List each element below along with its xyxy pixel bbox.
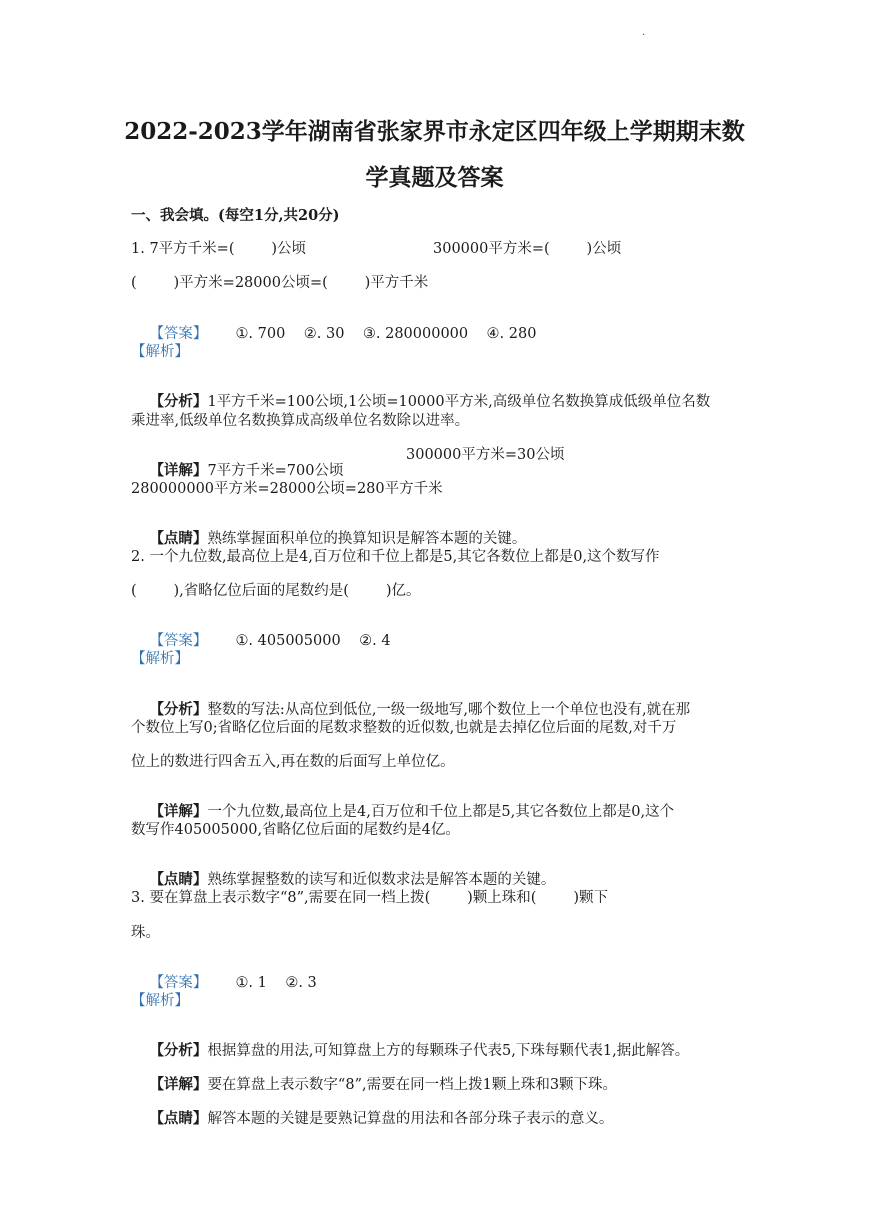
q2-fenxi-2: 个数位上写0;省略亿位后面的尾数求整数的近似数,也就是去掉亿位后面的尾数,对千万 — [131, 720, 677, 736]
q2-jiexi-tag: 【解析】 — [131, 651, 189, 667]
xiangjie-tag: 【详解】 — [149, 803, 208, 820]
q3-line-2: 珠。 — [131, 925, 160, 941]
q1-xiangjie-b: 300000平方米=30公顷 — [406, 447, 565, 463]
q2-line-1: 2. 一个九位数,最高位上是4,百万位和千位上都是5,其它各数位上都是0,这个数写作 — [131, 549, 660, 565]
q1-dianjing: 熟练掌握面积单位的换算知识是解答本题的关键。 — [207, 531, 527, 547]
dianjing-tag: 【点睛】 — [149, 530, 208, 547]
q2-xiangjie-2: 数写作405005000,省略亿位后面的尾数约是4亿。 — [131, 822, 460, 838]
q1-xiangjie-2: 280000000平方米=28000公顷=280平方千米 — [131, 481, 443, 497]
q3-xiangjie: 要在算盘上表示数字“8”,需要在同一档上拨1颗上珠和3颗下珠。 — [207, 1077, 618, 1093]
section-heading: 一、我会填。(每空1分,共20分) — [131, 207, 340, 224]
fenxi-tag: 【分析】 — [149, 701, 208, 718]
fenxi-tag: 【分析】 — [149, 1042, 208, 1059]
q2-answer: ①. 405005000 ②. 4 — [235, 633, 391, 649]
q1-line-1a: 1. 7平方千米=( )公顷 — [131, 241, 307, 257]
dianjing-tag: 【点睛】 — [149, 871, 208, 888]
q1-line-1b: 300000平方米=( )公顷 — [433, 241, 622, 257]
dianjing-tag: 【点睛】 — [149, 1110, 208, 1127]
q2-line-2: ( ),省略亿位后面的尾数约是( )亿。 — [131, 583, 421, 599]
q3-dianjing-row — [131, 1091, 613, 1144]
q2-xiangjie-1: 一个九位数,最高位上是4,百万位和千位上都是5,其它各数位上都是0,这个 — [207, 804, 675, 820]
q3-line-1: 3. 要在算盘上表示数字“8”,需要在同一档上拨( )颗上珠和( )颗下 — [131, 890, 608, 906]
q1-fenxi-2: 乘进率,低级单位名数换算成高级单位名数除以进率。 — [131, 413, 470, 429]
q1-jiexi-tag: 【解析】 — [131, 344, 189, 360]
q1-xiangjie-a: 7平方千米=700公顷 — [207, 463, 344, 479]
q1-fenxi-1: 1平方千米=100公顷,1公顷=10000平方米,高级单位名数换算成低级单位名数 — [207, 394, 711, 410]
q2-dianjing: 熟练掌握整数的读写和近似数求法是解答本题的关键。 — [207, 872, 556, 888]
title-line-1: 2022-2023学年湖南省张家界市永定区四年级上学期期末数 — [124, 118, 745, 145]
q3-dianjing: 解答本题的关键是要熟记算盘的用法和各部分珠子表示的意义。 — [207, 1111, 614, 1127]
xiangjie-tag: 【详解】 — [149, 462, 208, 479]
q2-fenxi-3: 位上的数进行四舍五入,再在数的后面写上单位亿。 — [131, 754, 455, 770]
q1-line-2: ( )平方米=28000公顷=( )平方千米 — [131, 275, 429, 291]
title-line-2: 学真题及答案 — [365, 164, 504, 191]
answer-tag: 【答案】 — [149, 633, 208, 649]
xiangjie-tag: 【详解】 — [149, 1076, 208, 1093]
q3-jiexi-tag: 【解析】 — [131, 993, 189, 1009]
answer-tag: 【答案】 — [149, 975, 208, 991]
q3-answer: ①. 1 ②. 3 — [235, 975, 317, 991]
q2-fenxi-1: 整数的写法:从高位到低位,一级一级地写,哪个数位上一个单位也没有,就在那 — [207, 702, 691, 718]
header-dot: · — [642, 30, 646, 41]
answer-tag: 【答案】 — [149, 326, 208, 342]
fenxi-tag: 【分析】 — [149, 393, 208, 410]
q3-fenxi: 根据算盘的用法,可知算盘上方的每颗珠子代表5,下珠每颗代表1,据此解答。 — [207, 1043, 690, 1059]
q1-answer-row — [131, 306, 536, 359]
q1-answer: ①. 700 ②. 30 ③. 280000000 ④. 280 — [235, 326, 537, 342]
